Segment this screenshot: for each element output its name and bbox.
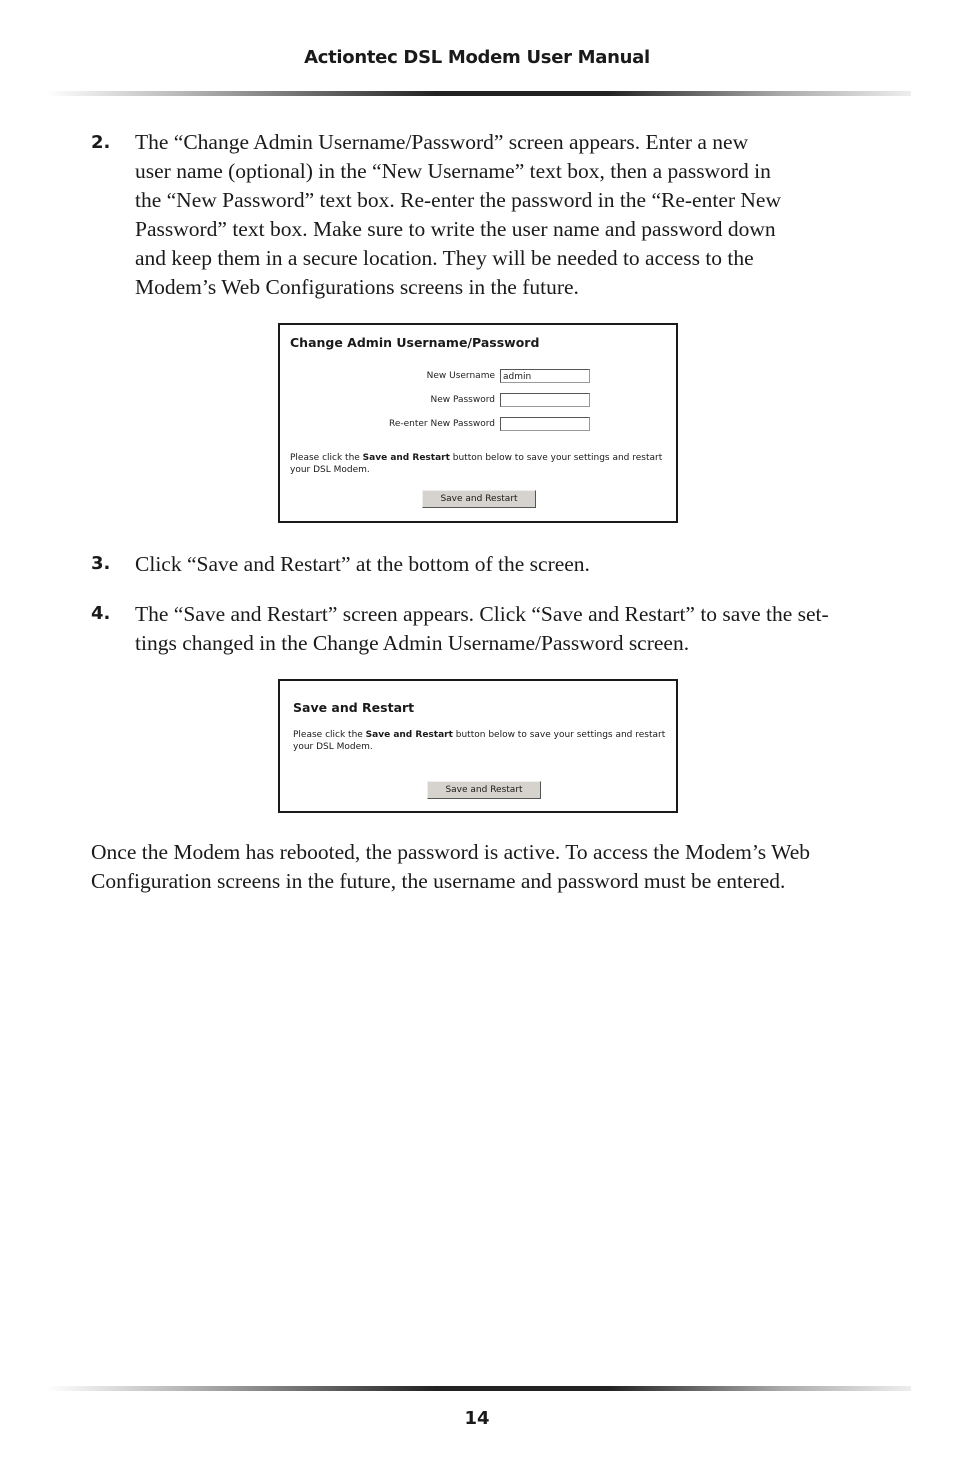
- text-line: user name (optional) in the “New Username” text box, then a password in: [135, 159, 771, 183]
- header-rule: [46, 91, 911, 96]
- step-2-text: [135, 128, 781, 302]
- closing-paragraph: [91, 838, 810, 896]
- save-and-restart-button[interactable]: Save and Restart: [422, 490, 536, 508]
- step-number: 4.: [91, 603, 111, 624]
- save-and-restart-button[interactable]: Save and Restart: [427, 781, 541, 799]
- step-3-text: [135, 550, 590, 579]
- page-number: 14: [464, 1408, 490, 1429]
- text-line: the “New Password” text box. Re-enter the password in the “Re-enter New: [135, 188, 781, 212]
- save-restart-screenshot: [278, 679, 678, 813]
- reenter-password-input[interactable]: [500, 417, 590, 431]
- field-label: New Username: [426, 371, 495, 381]
- text-line: Once the Modem has rebooted, the password is active. To access the Modem’s Web: [91, 840, 811, 864]
- instruction-text: Please click the Save and Restart button below to save your settings and restart your DSL Modem.: [293, 730, 666, 752]
- text-line: The “Save and Restart” screen appears. Click “Save and Restart” to save the set-: [135, 602, 829, 626]
- screen-title: Save and Restart: [293, 700, 415, 715]
- new-username-input[interactable]: admin: [500, 369, 590, 383]
- step-number: 2.: [91, 132, 111, 153]
- step-4-text: [135, 600, 829, 658]
- text-line: Configuration screens in the future, the username and password must be entered.: [91, 869, 786, 893]
- running-header: Actiontec DSL Modem User Manual: [304, 47, 650, 68]
- screen-title: Change Admin Username/Password: [290, 335, 540, 350]
- text-line: The “Change Admin Username/Password” screen appears. Enter a new: [135, 130, 749, 154]
- footer-rule: [46, 1386, 911, 1391]
- text-line: Password” text box. Make sure to write the user name and password down: [135, 217, 776, 241]
- text-line: Modem’s Web Configurations screens in the future.: [135, 275, 579, 299]
- text-line: Click “Save and Restart” at the bottom of the screen.: [135, 552, 590, 576]
- field-label: New Password: [430, 395, 495, 405]
- field-label: Re-enter New Password: [388, 419, 495, 429]
- step-number: 3.: [91, 553, 111, 574]
- change-admin-screenshot: [278, 323, 678, 523]
- instruction-text: Please click the Save and Restart button below to save your settings and restart your DSL Modem.: [290, 453, 663, 475]
- new-password-input[interactable]: [500, 393, 590, 407]
- text-line: and keep them in a secure location. They will be needed to access to the: [135, 246, 754, 270]
- text-line: tings changed in the Change Admin Username/Password screen.: [135, 631, 690, 655]
